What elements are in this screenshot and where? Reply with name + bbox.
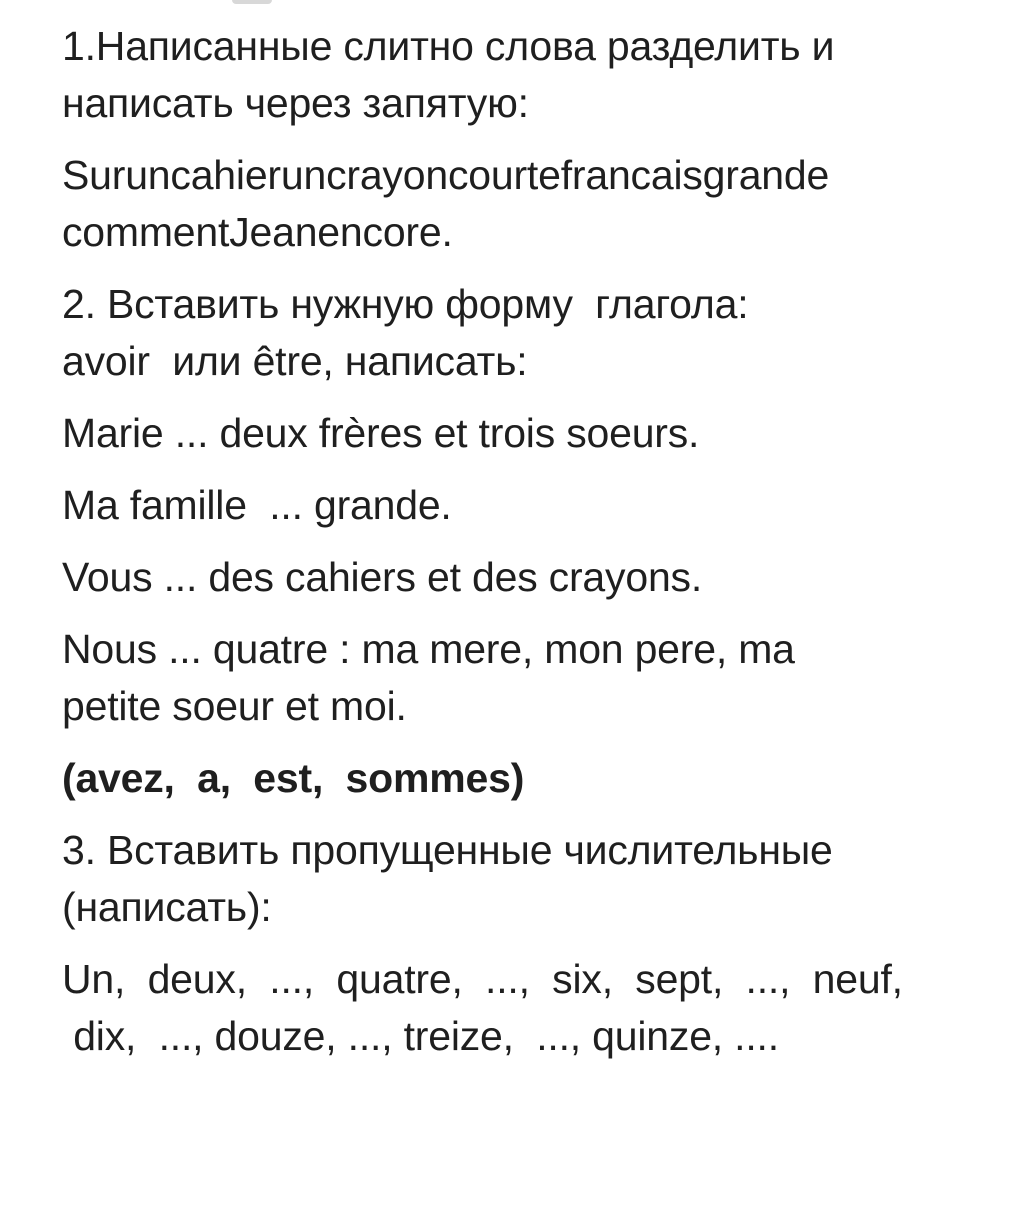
text-line: (avez, a, est, sommes) <box>62 755 525 801</box>
scroll-edge-mark <box>232 0 272 4</box>
text-line: (написать): <box>62 884 272 930</box>
answer-options <box>62 750 1002 807</box>
text-line: avoir или être, написать: <box>62 338 528 384</box>
task-1-text <box>62 147 1002 261</box>
text-line: Marie ... deux frères et trois soeurs. <box>62 410 700 456</box>
text-line: 1.Написанные слитно слова разделить и <box>62 23 835 69</box>
sentence-marie <box>62 405 1002 462</box>
task-2-heading <box>62 276 1002 390</box>
text-line: commentJeanencore. <box>62 209 453 255</box>
document-page <box>62 18 1002 1080</box>
text-line: Suruncahieruncrayoncourtefrancaisgrande <box>62 152 830 198</box>
sentence-famille <box>62 477 1002 534</box>
sentence-vous <box>62 549 1002 606</box>
task-3-heading <box>62 822 1002 936</box>
sentence-nous <box>62 621 1002 735</box>
text-line: Vous ... des cahiers et des crayons. <box>62 554 703 600</box>
text-line: dix, ..., douze, ..., treize, ..., quinze, .... <box>62 1013 779 1059</box>
text-line: 2. Вставить нужную форму глагола: <box>62 281 749 327</box>
text-line: Nous ... quatre : ma mere, mon pere, ma <box>62 626 795 672</box>
text-line: petite soeur et moi. <box>62 683 407 729</box>
text-line: Ma famille ... grande. <box>62 482 452 528</box>
text-line: написать через запятую: <box>62 80 529 126</box>
text-line: 3. Вставить пропущенные числительные <box>62 827 833 873</box>
text-line: Un, deux, ..., quatre, ..., six, sept, ..., neuf, <box>62 956 903 1002</box>
task-1-heading <box>62 18 1002 132</box>
numbers-sequence <box>62 951 1002 1065</box>
